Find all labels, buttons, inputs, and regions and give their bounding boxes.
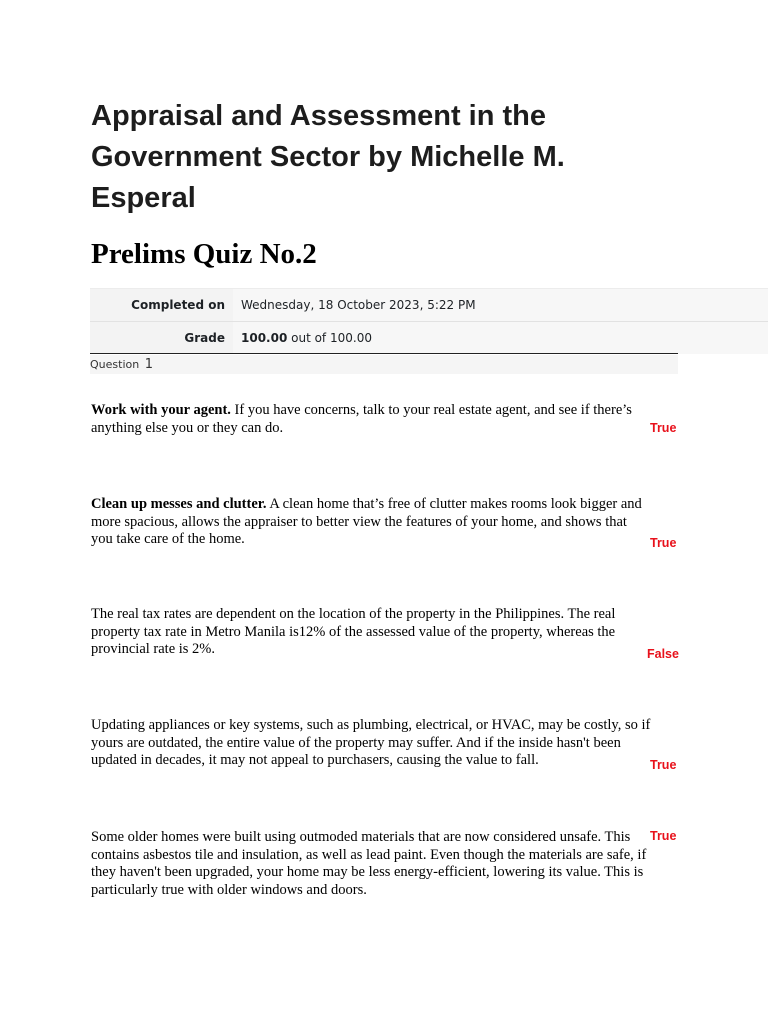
- quiz-title: Prelims Quiz No.2: [91, 238, 317, 270]
- grade-row: [90, 321, 768, 354]
- question-text: [91, 717, 651, 770]
- page-title: Appraisal and Assessment in the Government Sector by Michelle M. Esperal: [91, 100, 565, 214]
- grade-value: [233, 322, 768, 354]
- question-label: Question: [90, 358, 140, 371]
- question-text: [91, 606, 651, 659]
- completed-label: Completed on: [90, 289, 233, 321]
- question-lead: Work with your agent.: [91, 402, 231, 418]
- question-body: Updating appliances or key systems, such as plumbing, electrical, or HVAC, may be costly, so if yours are outdated, the entire value of the property may suffer. And if the inside hasn't been updated in decades, it may not appeal to purchasers, causing the value to fall.: [91, 717, 651, 768]
- completed-row: [90, 288, 768, 321]
- answer-label: True: [650, 536, 677, 550]
- question-body: If you have concerns, talk to your real estate agent, and see if there’s anything else you or they can do.: [91, 402, 632, 436]
- question-text: [91, 829, 651, 899]
- question-body: The real tax rates are dependent on the location of the property in the Philippines. The real property tax rate in Metro Manila is12% of the assessed value of the property, whereas the provincial rate is 2%.: [91, 606, 616, 657]
- question-body: Some older homes were built using outmoded materials that are now considered unsafe. This contains asbestos tile and insulation, as well as lead paint. Even though the materials are safe, if they haven't been upgraded, your home may be less energy-efficient, lowering its value. This is particularly true with older windows and doors.: [91, 829, 647, 898]
- grade-score: 100.00: [241, 331, 288, 345]
- question-text: [91, 402, 651, 437]
- attempt-summary-table: [90, 288, 768, 354]
- divider: [90, 353, 678, 354]
- question-header: [90, 355, 678, 374]
- answer-label: True: [650, 421, 677, 435]
- question-lead: Clean up messes and clutter.: [91, 496, 267, 512]
- completed-value: Wednesday, 18 October 2023, 5:22 PM: [233, 289, 768, 321]
- answer-label: False: [647, 647, 679, 661]
- answer-label: True: [650, 758, 677, 772]
- answer-label: True: [650, 829, 677, 843]
- question-text: [91, 496, 651, 549]
- question-number: 1: [144, 357, 153, 372]
- question-body: A clean home that’s free of clutter makes rooms look bigger and more spacious, allows the appraiser to better view the features of your home, and shows that you take care of the home.: [91, 496, 642, 547]
- grade-label: Grade: [90, 322, 233, 354]
- grade-out-of: out of 100.00: [287, 331, 372, 345]
